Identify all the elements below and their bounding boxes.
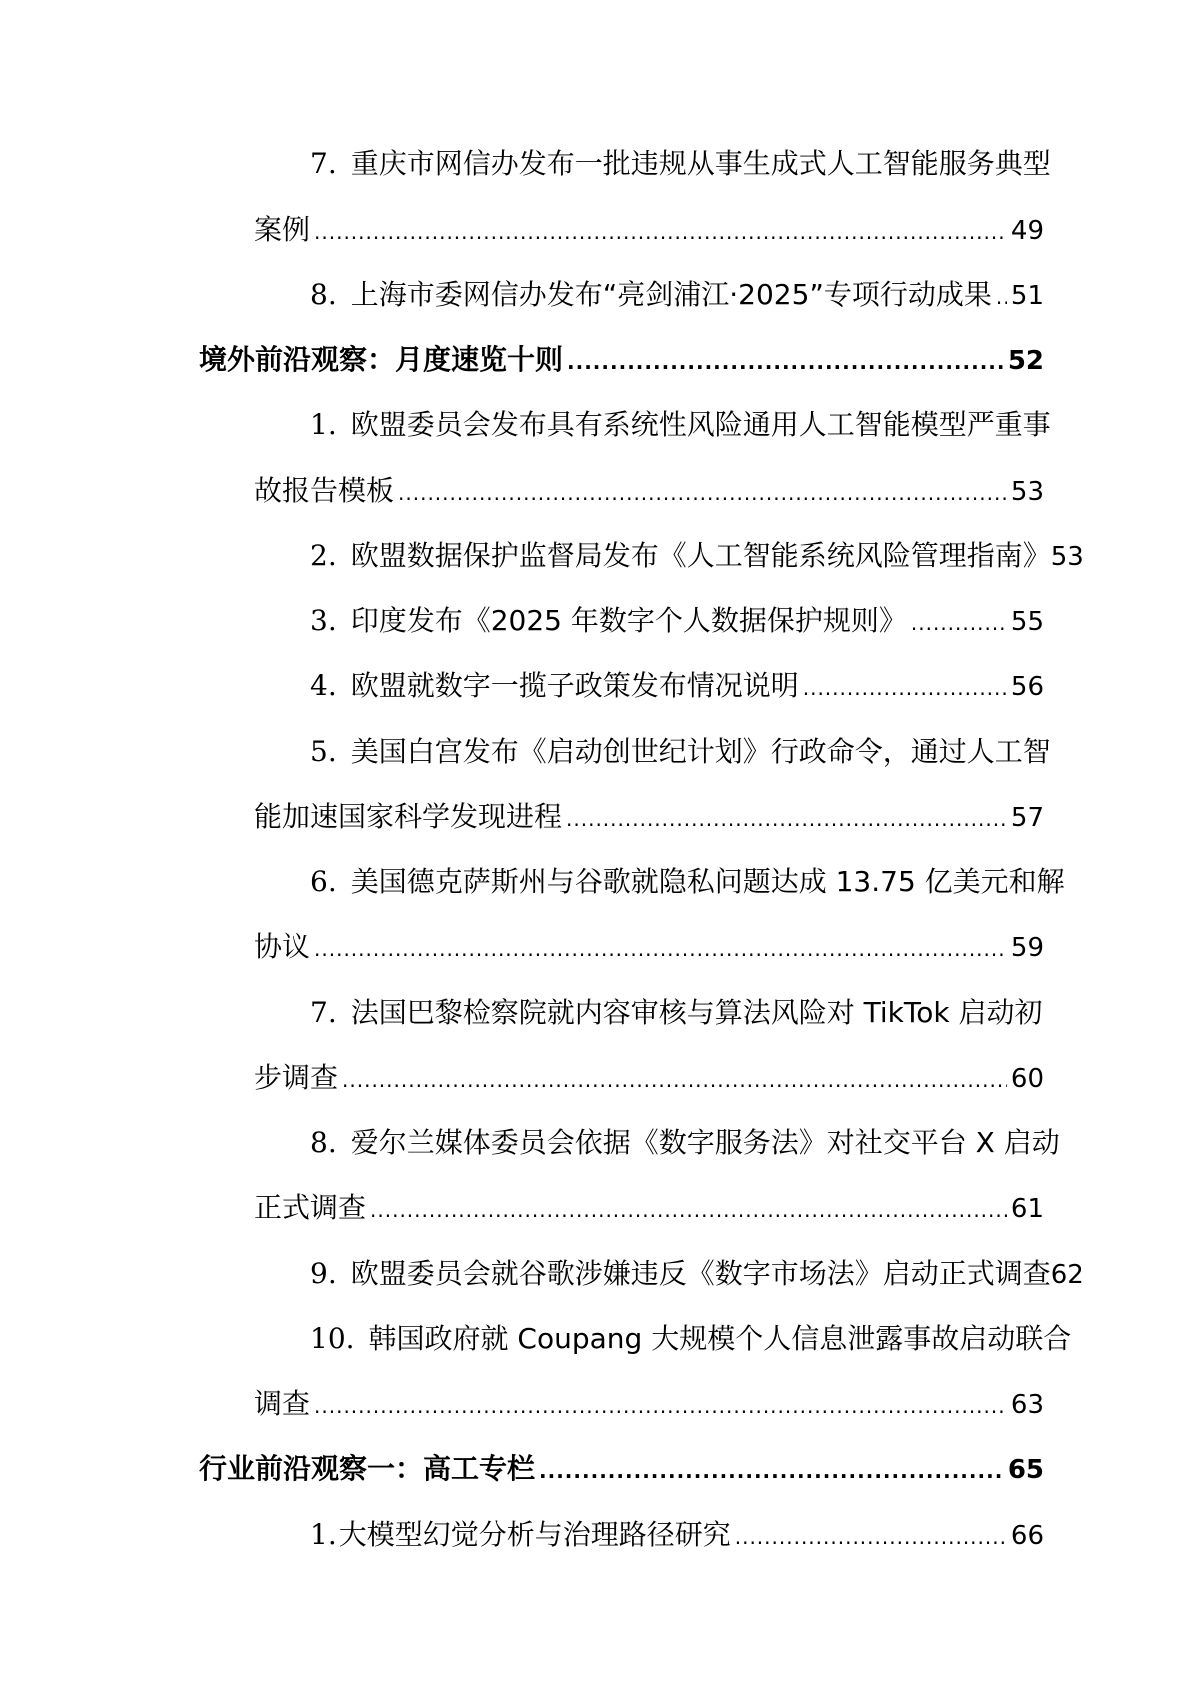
entry-title: 调查 [254,1387,311,1420]
entry-number: 9. [310,1257,337,1290]
page-number: 56 [1010,672,1044,702]
entry-number: 3. [310,604,337,637]
entry-title: 欧盟委员会就谷歌涉嫌违反《数字市场法》启动正式调查 [350,1257,1051,1290]
dot-leader [314,929,1007,969]
dot-leader [370,1190,1007,1230]
toc-entry[interactable] [254,927,1044,967]
page-number: 61 [1010,1194,1044,1224]
entry-title: 上海市委网信办发布“亮剑浦江·2025”专项行动成果 [350,278,992,311]
entry-title: 美国白宫发布《启动创世纪计划》行政命令，通过人工智 [350,735,1051,768]
entry-number: 8. [310,1126,337,1159]
page-number: 55 [1010,607,1044,637]
page-number: 63 [1010,1390,1044,1420]
entry-title: 欧盟委员会发布具有系统性风险通用人工智能模型严重事 [350,408,1051,441]
page-number: 51 [1010,281,1044,311]
page-number: 53 [1050,542,1084,572]
dot-leader [342,1060,1007,1100]
entry-title: 法国巴黎检察院就内容审核与算法风险对 TikTok 启动初 [350,996,1043,1029]
toc-entry[interactable] [254,471,1044,511]
dot-leader [803,668,1007,708]
dot-leader [735,1517,1007,1557]
toc-entry[interactable] [310,862,1065,902]
dot-leader [539,1451,1004,1491]
toc-entry[interactable] [310,993,1044,1033]
toc-entry[interactable] [310,144,1051,184]
dot-leader [314,1386,1007,1426]
entry-title: 大模型幻觉分析与治理路径研究 [338,1518,731,1551]
page-number: 52 [1007,346,1044,376]
toc-entry[interactable] [310,1515,1044,1555]
entry-title: 能加速国家科学发现进程 [254,800,563,833]
entry-number: 1. [310,408,337,441]
page-number: 59 [1010,933,1044,963]
toc-entry[interactable] [310,275,1044,315]
entry-title: 协议 [254,930,311,963]
toc-entry[interactable] [310,1319,1072,1359]
dot-leader [566,799,1007,839]
dot-leader [996,277,1007,317]
toc-entry[interactable] [310,536,1084,576]
dot-leader [911,603,1007,643]
page-number: 57 [1010,803,1044,833]
entry-title: 印度发布《2025 年数字个人数据保护规则》 [350,604,907,637]
toc-entry[interactable] [254,797,1044,837]
entry-title: 步调查 [254,1061,339,1094]
toc-section-heading[interactable] [199,1449,1044,1489]
entry-number: 4. [310,669,337,702]
entry-number: 8. [310,278,337,311]
page-number: 53 [1010,477,1044,507]
dot-leader [314,212,1007,252]
toc-entry[interactable] [310,405,1051,445]
entry-title: 爱尔兰媒体委员会依据《数字服务法》对社交平台 X 启动 [350,1126,1060,1159]
section-title: 境外前沿观察：月度速览十则 [199,343,564,376]
entry-number: 7. [310,996,337,1029]
entry-title: 重庆市网信办发布一批违规从事生成式人工智能服务典型 [350,147,1051,180]
page-number: 49 [1010,216,1044,246]
toc-entry[interactable] [310,732,1051,772]
toc-entry[interactable] [254,1188,1044,1228]
page-number: 65 [1007,1455,1044,1485]
toc-entry[interactable] [254,210,1044,250]
entry-number: 5. [310,735,337,768]
toc-entry[interactable] [254,1058,1044,1098]
entry-title: 欧盟数据保护监督局发布《人工智能系统风险管理指南》 [350,539,1051,572]
toc-entry[interactable] [310,1123,1060,1163]
toc-entry[interactable] [254,1384,1044,1424]
entry-title: 故报告模板 [254,474,395,507]
entry-number: 7. [310,147,337,180]
dot-leader [567,342,1004,382]
entry-number: 2. [310,539,337,572]
entry-title: 正式调查 [254,1191,367,1224]
page-number: 60 [1010,1064,1044,1094]
entry-number: 1. [310,1518,337,1551]
entry-number: 10. [310,1322,355,1355]
entry-title: 欧盟就数字一揽子政策发布情况说明 [350,669,799,702]
dot-leader [398,473,1007,513]
entry-number: 6. [310,865,337,898]
toc-entry[interactable] [310,666,1044,706]
entry-title: 美国德克萨斯州与谷歌就隐私问题达成 13.75 亿美元和解 [350,865,1065,898]
toc-entry[interactable] [310,1254,1084,1294]
page-number: 66 [1010,1521,1044,1551]
section-title: 行业前沿观察一：高工专栏 [199,1452,536,1485]
toc-entry[interactable] [310,601,1044,641]
page-number: 62 [1050,1260,1084,1290]
toc-section-heading[interactable] [199,340,1044,380]
entry-title: 韩国政府就 Coupang 大规模个人信息泄露事故启动联合 [368,1322,1072,1355]
entry-title: 案例 [254,213,311,246]
